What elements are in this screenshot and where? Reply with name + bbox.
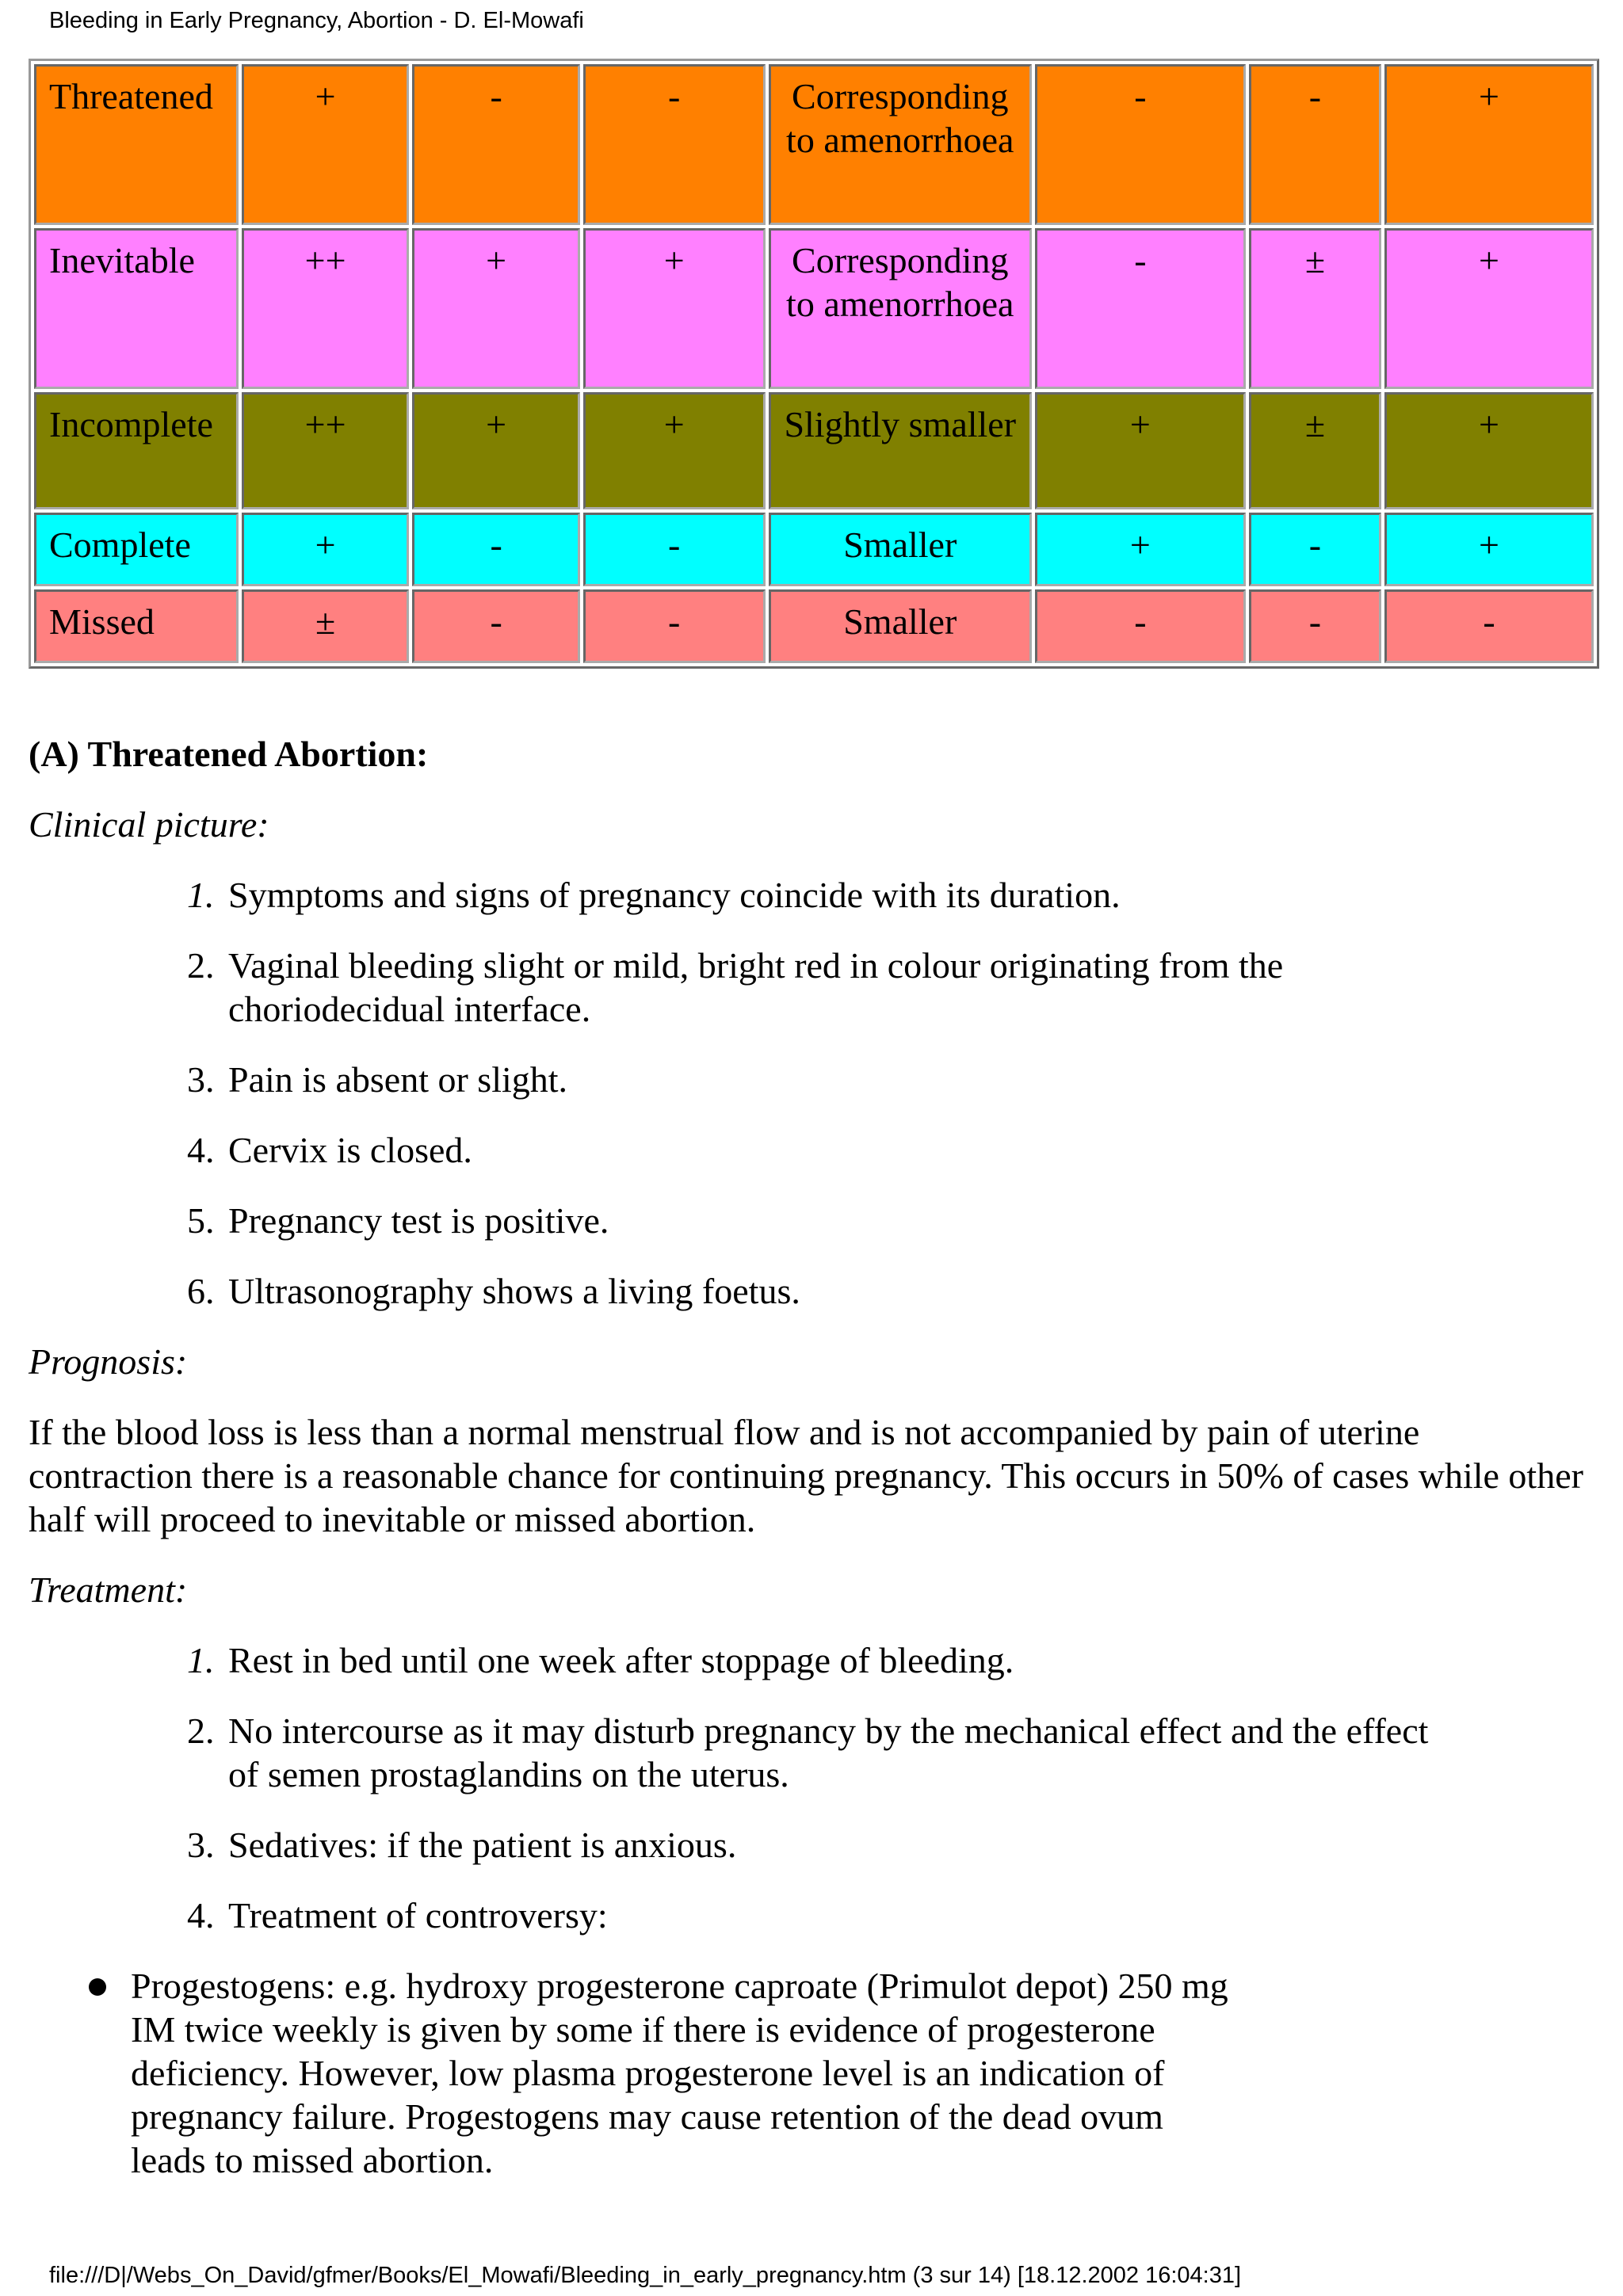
table-cell: + [1384,64,1594,225]
table-cell: + [412,392,580,509]
prognosis-paragraph: If the blood loss is less than a normal menstrual flow and is not accompanied by pain of uterine contraction there is a reasonable chance for continuing pregnancy. This occurs in 50% of cases while other half will proceed to inevitable or missed abortion. [29,1412,1583,1539]
table-row-complete [34,513,1594,586]
table-cell: ± [1249,228,1381,389]
list-item: 5. Pregnancy test is positive. [223,1199,1460,1242]
table-cell: - [1249,513,1381,586]
bullet-item [130,1964,1239,2182]
controversy-bullet-list [130,1964,1239,2182]
table-cell: ++ [242,392,410,509]
list-item [131,1894,1460,2182]
page-header: Bleeding in Early Pregnancy, Abortion - D. El-Mowafi [49,8,584,33]
table-cell: - [583,513,766,586]
list-item: 1. Rest in bed until one week after stoppage of bleeding. [223,1638,1460,1682]
table-cell: + [412,228,580,389]
list-item: 2. No intercourse as it may disturb pregnancy by the mechanical effect and the effect of semen prostaglandins on the uterus. [223,1709,1460,1796]
list-item: 6. Ultrasonography shows a living foetus. [223,1269,1460,1313]
table-cell: - [1249,589,1381,663]
page-footer: file:///D|/Webs_On_David/gfmer/Books/El_Mowafi/Bleeding_in_early_pregnancy.htm (3 sur 14) [18.12.2002 16:04:31] [49,2263,1242,2288]
table-cell: + [1035,513,1246,586]
table-row-missed [34,589,1594,663]
table-row-threatened [34,64,1594,225]
abortion-types-table [29,59,1599,669]
table-cell: - [412,589,580,663]
table-row-inevitable [34,228,1594,389]
table-cell: + [583,392,766,509]
table-cell: - [1249,64,1381,225]
prognosis-label: Prognosis: [29,1341,188,1382]
table-cell-type: Threatened [34,64,239,225]
table-cell: - [1035,589,1246,663]
table-cell-uterine-size: Corresponding to amenorrhoea [769,64,1032,225]
table-cell: + [1035,392,1246,509]
table-cell: - [583,589,766,663]
clinical-picture-label: Clinical picture: [29,804,269,845]
table-cell: ± [242,589,410,663]
table-cell: - [412,513,580,586]
list-item: 2. Vaginal bleeding slight or mild, bright red in colour originating from the choriodecidual interface. [223,944,1460,1031]
table-cell: + [242,64,410,225]
table-cell: - [1035,64,1246,225]
table-cell-uterine-size: Corresponding to amenorrhoea [769,228,1032,389]
abortion-types-table-wrapper [29,59,1599,669]
table-cell-uterine-size: Smaller [769,589,1032,663]
table-cell: ± [1249,392,1381,509]
table-cell: ++ [242,228,410,389]
table-cell-type: Complete [34,513,239,586]
bullet-text: Progestogens: e.g. hydroxy progesterone caproate (Primulot depot) 250 mg IM twice weekly is given by some if there is evidence of progesterone deficiency. However, low plasma progesterone level is an indication of pregnancy failure. Progestogens may cause retention of the dead ovum leads to missed abortion. [131,1966,1228,2180]
list-item: 3. Pain is absent or slight. [223,1058,1460,1101]
table-cell: + [1384,513,1594,586]
clinical-picture-list [29,873,1460,1313]
table-row-incomplete [34,392,1594,509]
table-cell-type: Inevitable [34,228,239,389]
table-cell: + [583,228,766,389]
table-cell: - [1035,228,1246,389]
list-item: 1. Symptoms and signs of pregnancy coincide with its duration. [223,873,1460,917]
table-cell: - [1384,589,1594,663]
table-cell-uterine-size: Slightly smaller [769,392,1032,509]
treatment-list [29,1638,1460,2182]
list-item: 4. Cervix is closed. [223,1128,1460,1172]
table-cell: + [242,513,410,586]
table-cell: - [583,64,766,225]
table-cell-type: Missed [34,589,239,663]
treatment-label: Treatment: [29,1569,188,1610]
list-item-text: Treatment of controversy: [228,1895,608,1936]
list-item: 3. Sedatives: if the patient is anxious. [223,1823,1460,1867]
main-content [29,732,1590,2209]
section-heading: (A) Threatened Abortion: [29,734,429,774]
table-cell-type: Incomplete [34,392,239,509]
table-cell: + [1384,228,1594,389]
table-cell: + [1384,392,1594,509]
bullet-icon [89,1978,106,1996]
table-cell: - [412,64,580,225]
table-cell-uterine-size: Smaller [769,513,1032,586]
